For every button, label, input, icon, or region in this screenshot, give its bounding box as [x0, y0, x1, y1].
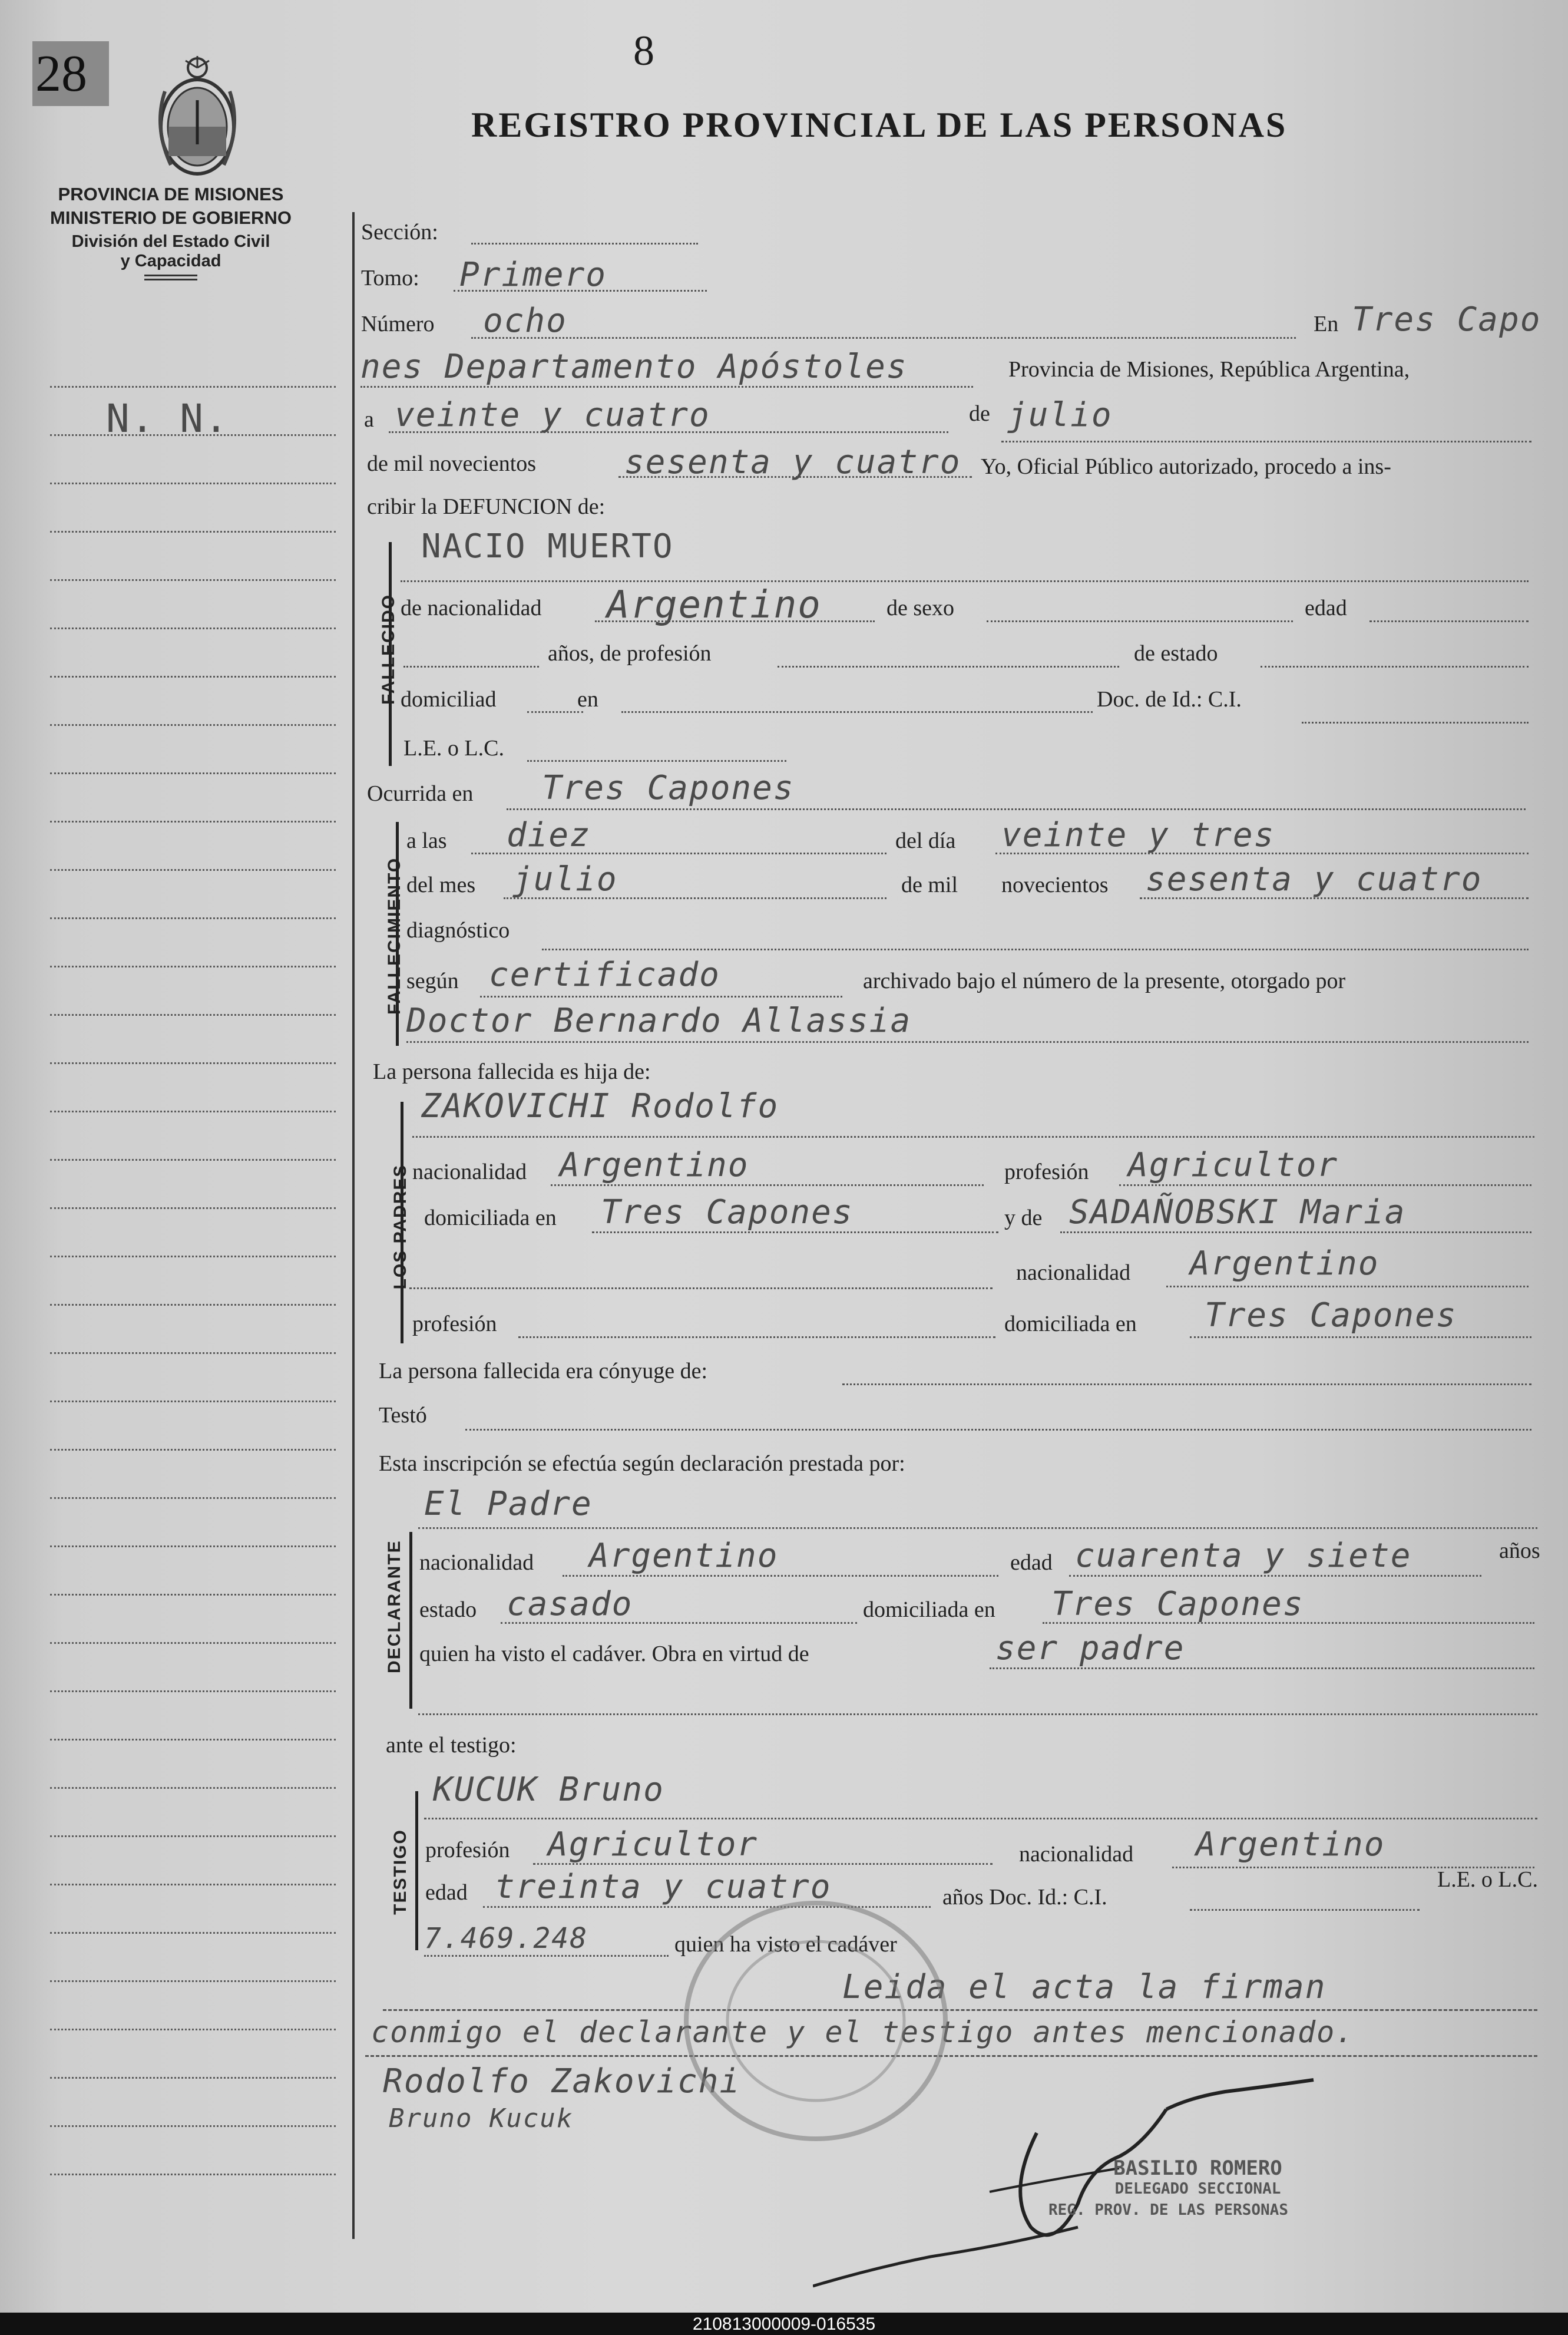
office-line-4: y Capacidad [120, 252, 221, 270]
label-anos-doc: años Doc. Id.: C.I. [942, 1885, 1107, 1910]
label-testigo-profesion: profesión [425, 1838, 510, 1862]
value-declarante-domicilio: Tres Capones [1051, 1585, 1304, 1623]
margin-rule [50, 2125, 336, 2127]
office-block [47, 184, 295, 280]
value-anio-fallecimiento: sesenta y cuatro [1146, 860, 1483, 899]
line-doc-id [1302, 722, 1529, 724]
label-conyuge: La persona fallecida era cónyuge de: [379, 1359, 708, 1383]
page-number: 8 [633, 27, 654, 74]
margin-rule [50, 1835, 336, 1837]
testigo-bracket [415, 1791, 418, 1950]
margin-rule [50, 1690, 336, 1692]
label-provincia: Provincia de Misiones, República Argentina, [1008, 357, 1410, 382]
label-quien-visto2: quien ha visto el cadáver [674, 1932, 897, 1957]
label-y-de: y de [1004, 1206, 1043, 1230]
line-fallecido-nombre [401, 580, 1529, 582]
value-numero: ocho [483, 302, 567, 340]
label-de-mil: de mil novecientos [367, 451, 537, 476]
side-label-declarante: DECLARANTE [385, 1540, 404, 1673]
official-stamp [1048, 2156, 1288, 2219]
line-edad [1369, 620, 1529, 622]
value-ocurrida: Tres Capones [542, 769, 795, 807]
value-declarante-edad: cuarenta y siete [1075, 1537, 1412, 1575]
office-line-1: PROVINCIA DE MISIONES [58, 184, 284, 204]
label-de-mil2: de mil [901, 873, 958, 897]
label-hija-de: La persona fallecida es hija de: [373, 1059, 651, 1084]
line-padre [412, 1136, 1534, 1138]
stamp-line-3: REG. PROV. DE LAS PERSONAS [1048, 2201, 1288, 2219]
label-declarante-domiciliada: domiciliada en [863, 1597, 995, 1622]
closing-line-2: conmigo el declarante y el testigo antes mencionado. [371, 2015, 1355, 2049]
line-otorgado-por [406, 1041, 1529, 1043]
margin-rule [50, 627, 336, 629]
label-madre-nacionalidad: nacionalidad [1016, 1260, 1131, 1285]
value-padre-nacionalidad: Argentino [560, 1146, 749, 1184]
value-madre-domicilio: Tres Capones [1205, 1296, 1457, 1335]
line-declarante-edad [1069, 1575, 1481, 1577]
label-novecientos: novecientos [1001, 873, 1109, 897]
margin-rule [50, 1304, 336, 1306]
line-diagnostico [542, 949, 1529, 950]
margin-rule [50, 483, 336, 484]
line-declarante-extra [418, 1713, 1537, 1715]
line-declarante [418, 1527, 1537, 1529]
line-numero [471, 337, 1296, 339]
line-padre-domicilio [592, 1231, 998, 1233]
value-madre-nacionalidad: Argentino [1190, 1244, 1380, 1283]
value-nacionalidad-fallecido: Argentino [607, 583, 822, 627]
label-cribir: cribir la DEFUNCION de: [367, 494, 606, 519]
label-numero: Número [361, 312, 435, 336]
line-padres-profesion [518, 1336, 995, 1338]
label-edad: edad [1305, 596, 1347, 620]
margin-rule [50, 2029, 336, 2030]
margin-note: N. N. [106, 396, 229, 441]
margin-rule [50, 1014, 336, 1016]
value-padre: ZAKOVICHI Rodolfo [421, 1087, 779, 1125]
line-testigo-ci-number [424, 1955, 669, 1957]
margin-rule [50, 1787, 336, 1789]
margin-rule [50, 772, 336, 774]
margin-rule [50, 1062, 336, 1064]
line-madre-domicilio [1190, 1336, 1531, 1338]
label-tomo: Tomo: [361, 266, 419, 290]
declarante-bracket [409, 1532, 412, 1709]
value-anio: sesenta y cuatro [624, 443, 961, 481]
signature-testigo: Bruno Kucuk [389, 2103, 574, 2133]
office-line-3: División del Estado Civil [71, 232, 270, 251]
label-ocurrida: Ocurrida en [367, 781, 474, 806]
label-a-las: a las [406, 828, 447, 853]
label-en: En [1314, 312, 1339, 336]
line-conyuge [842, 1383, 1531, 1385]
side-label-testigo: TESTIGO [391, 1829, 410, 1915]
value-declarante-nacionalidad: Argentino [589, 1537, 779, 1575]
value-fallecido-nombre: NACIO MUERTO [421, 527, 674, 566]
margin-rule [50, 917, 336, 919]
label-declarante-edad: edad [1010, 1550, 1053, 1575]
line-mes [1001, 441, 1531, 442]
value-declarante: El Padre [424, 1485, 593, 1523]
line-testigo [424, 1818, 1537, 1819]
margin-rule [50, 2174, 336, 2175]
margin-rule [50, 869, 336, 871]
label-inscripcion: Esta inscripción se efectúa según declaración prestada por: [379, 1451, 905, 1476]
margin-rule [50, 1932, 336, 1934]
margin-rule [50, 579, 336, 581]
folio-number: 28 [35, 45, 87, 103]
closing-line-1: Leida el acta la firman [842, 1968, 1326, 2006]
label-en2: en [577, 687, 598, 712]
line-lugar [360, 386, 973, 388]
line-segun [480, 996, 842, 998]
label-quien-visto: quien ha visto el cadáver. Obra en virtud de [419, 1642, 809, 1666]
label-doc-id: Doc. de Id.: C.I. [1097, 687, 1242, 712]
line-estado-fallecido [1261, 666, 1529, 668]
label-del-dia: del día [895, 828, 956, 853]
line-padre-nacionalidad [551, 1184, 984, 1186]
line-sexo [987, 620, 1293, 622]
office-line-2: MINISTERIO DE GOBIERNO [50, 207, 292, 228]
value-en: Tres Capo [1352, 300, 1541, 339]
line-testigo-ci [1190, 1909, 1420, 1911]
label-padre-domiciliada: domiciliada en [424, 1206, 557, 1230]
line-testo [465, 1429, 1531, 1431]
value-hora: diez [507, 816, 591, 854]
label-de-estado: de estado [1134, 641, 1218, 666]
margin-rule [50, 1545, 336, 1547]
value-del-mes: julio [512, 860, 618, 899]
margin-rule [50, 1256, 336, 1257]
line-ocurrida [507, 808, 1526, 810]
label-de: de [969, 401, 990, 426]
margin-rule [50, 1594, 336, 1596]
label-madre-domiciliada: domiciliada en [1004, 1312, 1137, 1336]
margin-rule [50, 386, 336, 388]
line-closing-1 [383, 2009, 1537, 2011]
value-obra-virtud: ser padre [995, 1629, 1185, 1667]
signature-declarante: Rodolfo Zakovichi [383, 2062, 741, 2100]
value-madre: SADAÑOBSKI Maria [1069, 1193, 1406, 1231]
margin-rule [50, 1884, 336, 1885]
label-nacionalidad-fallecido: de nacionalidad [401, 596, 542, 620]
stamp-line-1: BASILIO ROMERO [1113, 2156, 1282, 2180]
label-testigo-edad: edad [425, 1880, 468, 1905]
margin-rule [50, 1352, 336, 1354]
value-lugar: nes Departamento Apóstoles [360, 348, 908, 386]
line-madre [1060, 1231, 1531, 1233]
margin-rule [50, 966, 336, 967]
margin-rule [50, 1642, 336, 1644]
margin-rule [50, 1159, 336, 1161]
label-anos-profesion: años, de profesión [548, 641, 712, 666]
value-testigo-profesion: Agricultor [548, 1825, 759, 1864]
margin-rule [50, 1401, 336, 1402]
margin-rule [50, 1980, 336, 1982]
stamp-line-2: DELEGADO SECCIONAL [1114, 2180, 1281, 2198]
value-padre-profesion: Agricultor [1128, 1146, 1339, 1184]
line-padres-extra [409, 1287, 993, 1289]
office-underline [144, 275, 197, 280]
label-testigo-le-lc: L.E. o L.C. [1437, 1867, 1538, 1892]
margin-rule [50, 1449, 336, 1451]
value-testigo-edad: treinta y cuatro [495, 1868, 832, 1906]
column-divider [352, 212, 355, 2239]
label-testigo-nacionalidad: nacionalidad [1019, 1842, 1134, 1867]
label-segun: según [406, 969, 459, 993]
line-madre-nacionalidad [1166, 1286, 1529, 1287]
label-sexo: de sexo [886, 596, 955, 620]
label-ante-testigo: ante el testigo: [386, 1733, 517, 1758]
label-padres-profesion: profesión [412, 1312, 497, 1336]
label-seccion: Sección: [361, 220, 438, 245]
value-segun: certificado [489, 956, 720, 994]
margin-rule [50, 1207, 336, 1209]
margin-rule [50, 1111, 336, 1112]
label-del-mes: del mes [406, 873, 476, 897]
line-padre-profesion [1119, 1184, 1531, 1186]
value-testigo-ci: 7.469.248 [424, 1922, 588, 1955]
label-yo: Yo, Oficial Público autorizado, procedo a ins- [981, 454, 1391, 479]
margin-rule [50, 1739, 336, 1740]
value-declarante-estado: casado [507, 1585, 633, 1623]
label-testo: Testó [379, 1403, 427, 1428]
label-declarante-nacionalidad: nacionalidad [419, 1550, 534, 1575]
margin-rule [50, 2077, 336, 2079]
label-declarante-anos: años [1499, 1538, 1540, 1563]
margin-rule [50, 676, 336, 678]
line-profesion-fallecido [778, 666, 1119, 668]
value-otorgado-por: Doctor Bernardo Allassia [406, 1002, 912, 1040]
value-padre-domicilio: Tres Capones [601, 1193, 854, 1231]
line-domicilio-fallecido [621, 711, 1093, 713]
line-obra-virtud [990, 1667, 1534, 1669]
label-padre-profesion: profesión [1004, 1160, 1089, 1184]
value-testigo: KUCUK Bruno [433, 1771, 664, 1809]
label-le-lc: L.E. o L.C. [403, 736, 504, 761]
label-declarante-estado: estado [419, 1597, 477, 1622]
side-label-los-padres: LOS PADRES [391, 1164, 410, 1290]
line-seccion [471, 243, 698, 245]
label-diagnostico: diagnóstico [406, 918, 510, 943]
value-dia: veinte y cuatro [395, 396, 710, 434]
footer-id: 210813000009-016535 [692, 2314, 876, 2334]
value-del-dia: veinte y tres [1001, 816, 1275, 854]
document-title: REGISTRO PROVINCIAL DE LAS PERSONAS [471, 105, 1288, 144]
line-declarante-nacionalidad [563, 1575, 998, 1577]
margin-rule [50, 821, 336, 823]
label-a: a [364, 407, 374, 432]
side-label-fallecimiento: FALLECIMIENTO [385, 857, 404, 1015]
label-domiciliad: domiciliad [401, 687, 497, 712]
value-tomo: Primero [459, 256, 607, 294]
line-domiciliad [527, 711, 583, 713]
coat-of-arms-icon [147, 56, 247, 183]
label-archivado: archivado bajo el número de la presente, otorgado por [863, 969, 1346, 993]
margin-rule [50, 1497, 336, 1499]
value-testigo-nacionalidad: Argentino [1196, 1825, 1385, 1864]
value-mes: julio [1007, 396, 1113, 434]
margin-rule [50, 724, 336, 726]
line-anos [403, 666, 539, 668]
line-le-lc [527, 760, 786, 762]
side-label-fallecido: FALLECIDO [379, 594, 398, 705]
margin-rule [50, 531, 336, 533]
label-padre-nacionalidad: nacionalidad [412, 1160, 527, 1184]
